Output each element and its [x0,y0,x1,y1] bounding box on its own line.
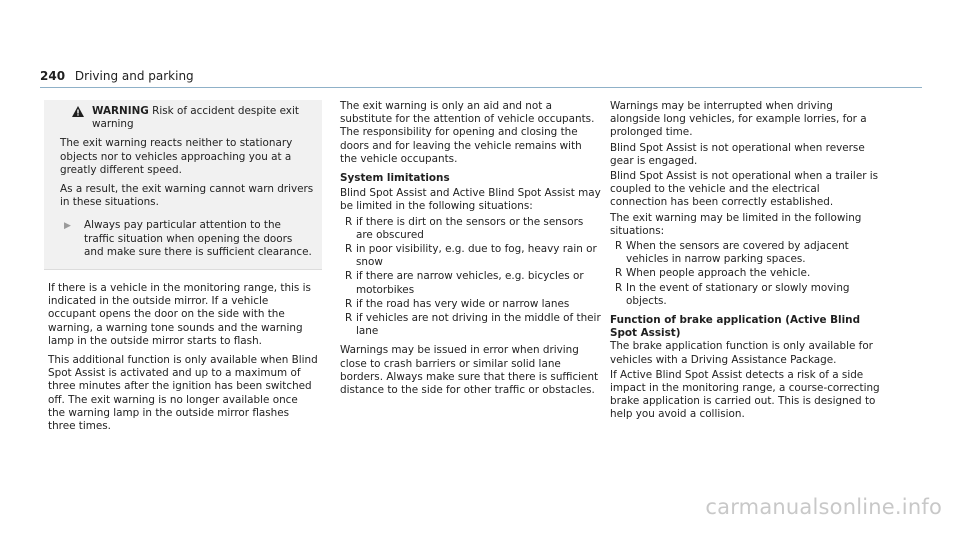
column-2 [340,100,602,397]
col3-paragraph-3: Blind Spot Assist is not operational when a trailer is coupled to the vehicle and the electrical connection has been correctly established. [610,170,879,209]
col3-paragraph-2: Blind Spot Assist is not operational when reverse gear is engaged. [610,141,865,167]
col3-paragraph-4: The exit warning may be limited in the following situations: [610,211,862,237]
watermark: carmanualsonline.info [705,495,942,519]
play-arrow-icon: ▶ [64,221,71,232]
col2-paragraph-3: Warnings may be issued in error when driving close to crash barriers or similar solid lane borders. Always make sure that there is sufficient distance to the side for other traffic or obstacles. [340,344,599,397]
column-1 [48,100,318,433]
col3-paragraph-5: The brake application function is only available for vehicles with a Driving Assistance Package. [610,340,873,366]
col2-paragraph-2: Blind Spot Assist and Active Blind Spot Assist may be limited in the following situations: [340,187,601,213]
bullet-icon: R [345,215,353,228]
warning-label: WARNING [92,105,149,117]
page-header [40,69,194,83]
column-3 [610,100,880,422]
bullet-icon: R [615,281,623,294]
warning-heading [92,105,314,131]
header-divider [40,87,922,88]
bullet-icon: R [345,297,353,310]
page-number: 240 [40,69,66,83]
warning-box [44,100,322,270]
system-limitations-heading: System limitations [340,172,450,185]
exit-warning-limits-list [610,240,880,308]
list-item: R if the road has very wide or narrow lanes [345,297,570,310]
list-item: R in poor visibility, e.g. due to fog, heavy rain or snow [345,243,597,269]
bullet-icon: R [615,267,623,280]
col1-paragraph-2: This additional function is only available when Blind Spot Assist is activated and up to a maximum of three minutes after the ignition has been switched off. The exit warning is no longer available once the warning lamp in the outside mirror flashes three times. [48,354,318,433]
warning-title: Risk of accident despite exit warning [92,105,299,131]
bullet-icon: R [345,243,353,256]
col3-paragraph-1: Warnings may be interrupted when driving alongside long vehicles, for example lorries, for a prolonged time. [610,100,867,139]
brake-application-heading: Function of brake application (Active Blind Spot Assist) [610,314,861,340]
bullet-icon: R [615,240,623,253]
list-item: R if there is dirt on the sensors or the sensors are obscured [345,215,584,241]
bullet-icon: R [345,312,353,325]
list-item: R if vehicles are not driving in the middle of their lane [345,312,601,338]
warning-header [60,105,314,131]
col1-paragraph-1: If there is a vehicle in the monitoring range, this is indicated in the outside mirror. If a vehicle occupant opens the door on the side with the warning, a warning tone sounds and the warning lamp in the outside mirror starts to flash. [48,282,311,347]
col3-paragraph-6: If Active Blind Spot Assist detects a risk of a side impact in the monitoring range, a course-correcting brake application is carried out. This is designed to help you avoid a collision. [610,368,880,421]
list-item: R When people approach the vehicle. [615,267,811,280]
warning-triangle-icon [72,106,84,117]
list-item: R if there are narrow vehicles, e.g. bicycles or motorbikes [345,270,584,296]
warning-step-text: Always pay particular attention to the traffic situation when opening the doors and make sure there is sufficient clearance. [84,219,312,258]
col2-paragraph-1: The exit warning is only an aid and not a substitute for the attention of vehicle occupants. The responsibility for opening and closing the doors and for leaving the vehicle remains with the vehicle occupants. [340,100,595,165]
section-title: Driving and parking [74,69,194,83]
warning-text-1: The exit warning reacts neither to stationary objects nor to vehicles approaching you at a greatly different speed. [60,137,293,176]
limitations-list [340,216,602,339]
warning-step [60,219,314,259]
list-item: R When the sensors are covered by adjacent vehicles in narrow parking spaces. [615,240,849,266]
bullet-icon: R [345,270,353,283]
warning-text-2: As a result, the exit warning cannot warn drivers in these situations. [60,183,314,209]
list-item: R In the event of stationary or slowly moving objects. [615,281,850,307]
